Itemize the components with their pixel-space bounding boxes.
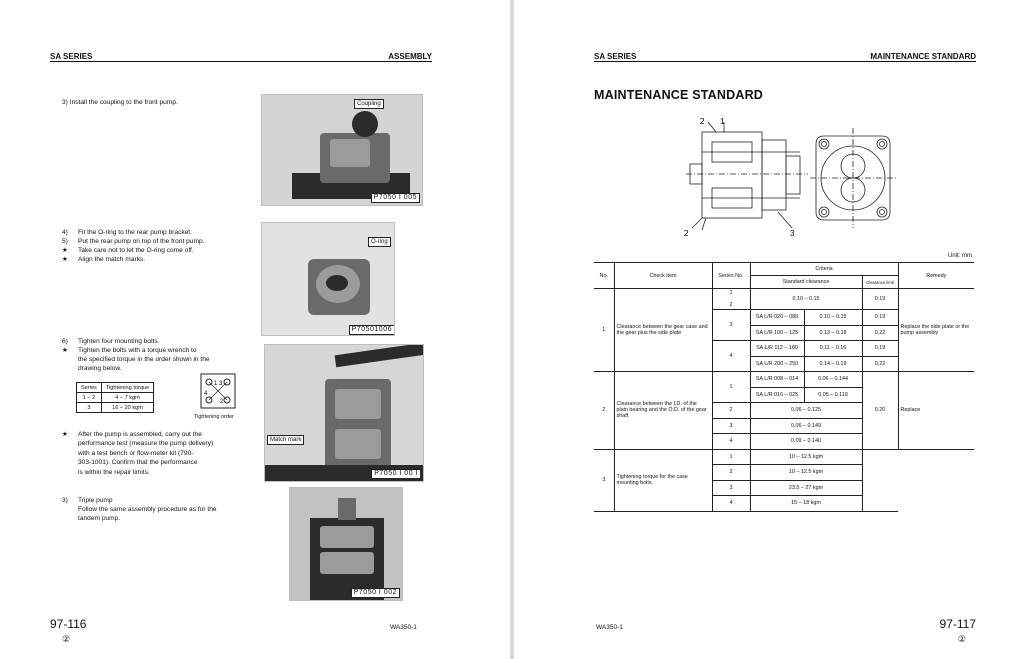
table-header: Series <box>77 383 102 393</box>
order-num: 1 <box>214 381 218 387</box>
fig-label: 3 <box>790 229 795 238</box>
tightening-order-caption: Tightening order <box>194 414 234 420</box>
revision-mark: ② <box>957 634 966 644</box>
remedy: Replace the side plate or the pump assembly <box>898 289 974 372</box>
table-cell: 16 – 20 kgm <box>101 403 153 413</box>
clearance-limit <box>862 449 898 511</box>
section-label: MAINTENANCE STANDARD <box>870 52 976 61</box>
left-page <box>0 0 510 659</box>
page-number: 97-116 <box>50 617 87 631</box>
table-cell: 3 <box>77 403 102 413</box>
item-no: 1 <box>594 289 614 372</box>
item-no: 2 <box>594 372 614 450</box>
section-label: ASSEMBLY <box>388 52 432 61</box>
check-item: Clearance between the gear case and the gear plus the side plate <box>614 289 712 372</box>
std-torque: 10 – 12.5 kgm <box>750 449 862 465</box>
series-range: SA L/R 200 – 250 <box>750 356 804 372</box>
page-title: MAINTENANCE STANDARD <box>594 88 764 102</box>
item-no: 3 <box>594 449 614 511</box>
maintenance-standard-table <box>594 262 974 512</box>
check-item: Tightening torque for the case mounting bolts. <box>614 449 712 511</box>
note-performance-test: ★ After the pump is assembled, carry out the performance test (measure the pump delivery) with a test bench or flow-meter kit (790- 303-1001). Confirm that the performance is within the repair limits. <box>62 431 214 476</box>
col-series: Series No. <box>712 263 750 289</box>
series-no: 3 <box>712 480 750 496</box>
std-clearance: 0.11 – 0.16 <box>804 341 862 357</box>
std-clearance: 0.06 – 0.149 <box>750 418 862 434</box>
col-remedy: Remedy <box>898 263 974 289</box>
coupling-label: Coupling <box>354 99 384 109</box>
table-cell: 1 – 2 <box>77 393 102 403</box>
pump-side-view-drawing <box>680 116 830 240</box>
series-label: SA SERIES <box>594 52 637 61</box>
right-page <box>514 0 1024 659</box>
unit-label: Unit: mm <box>948 253 972 259</box>
photo-coupling <box>261 94 423 206</box>
clearance-limit: 0.19 <box>862 341 898 357</box>
std-clearance: 0.10 – 0.15 <box>804 310 862 326</box>
series-range: SA L/R 020 – 080 <box>750 310 804 326</box>
photo-number: P70501006 <box>349 325 395 335</box>
series-range: SA L/R 100 – 125 <box>750 325 804 341</box>
remedy: Replace <box>898 372 974 450</box>
tightening-torque-table <box>76 382 154 413</box>
series-label: SA SERIES <box>50 52 93 61</box>
photo-triple-pump <box>289 487 403 601</box>
revision-mark: ② <box>62 634 71 644</box>
series-range: SA L/R 112 – 180 <box>750 341 804 357</box>
series-no: 3 <box>712 418 750 434</box>
steps-rear-pump: 4) Fit the O-ring to the rear pump bracket. 5) Put the rear pump on top of the front pump. ★ Take care not to let the O-ring come off. ★ Align the match marks. <box>62 229 205 263</box>
fig-label: 2 <box>700 117 705 126</box>
right-header <box>594 52 976 62</box>
series-range: SA L/R 016 – 025 <box>750 387 804 403</box>
photo-match-mark <box>264 344 424 482</box>
series-no: 4 <box>712 341 750 372</box>
std-torque: 15 – 18 kgm <box>750 496 862 512</box>
series-no: 2 <box>712 403 750 419</box>
table-cell: 4 – 7 kgm <box>101 393 153 403</box>
std-torque: 10 – 12.5 kgm <box>750 465 862 481</box>
fig-label: 1 <box>720 117 725 126</box>
fig-label: 2 <box>684 229 689 238</box>
std-clearance: 0.09 – 0.140 <box>750 434 862 450</box>
photo-number: P7050 I 00 I <box>371 469 421 479</box>
col-check-item: Check item <box>614 263 712 289</box>
photo-number: P7050 I 005 <box>371 193 420 203</box>
clearance-limit: 0.22 <box>862 356 898 372</box>
model-number: WA350-1 <box>390 624 417 631</box>
std-clearance: 0.06 – 0.144 <box>804 372 862 388</box>
std-clearance: 0.14 – 0.19 <box>804 356 862 372</box>
clearance-limit: 0.19 <box>862 289 898 310</box>
std-clearance: 0.05 – 0.119 <box>804 387 862 403</box>
step-install-coupling: 3) Install the coupling to the front pump. <box>62 99 178 106</box>
series-range: SA L/R 008 – 014 <box>750 372 804 388</box>
remedy <box>898 449 974 511</box>
page-number: 97-117 <box>939 617 976 631</box>
clearance-limit: 0.22 <box>862 325 898 341</box>
order-num: 2 <box>220 399 224 405</box>
col-clearance-limit: Clearance limit <box>862 276 898 289</box>
left-header <box>50 52 432 62</box>
series-no: 4 <box>712 496 750 512</box>
photo-number: P7050 I 002 <box>351 588 400 598</box>
series-no: 1 2 <box>712 289 750 310</box>
clearance-limit: 0.19 <box>862 310 898 326</box>
model-number: WA350-1 <box>596 624 623 631</box>
order-num: 3 <box>219 381 223 387</box>
tightening-order-diagram <box>200 373 236 409</box>
std-clearance: 0.06 – 0.125 <box>750 403 862 419</box>
series-no: 1 <box>712 372 750 403</box>
match-mark-label: Match mark <box>267 435 304 445</box>
step-triple-pump: 3) Triple pump Follow the same assembly procedure as for the tandem pump. <box>62 497 217 522</box>
series-no: 1 <box>712 449 750 465</box>
order-num: 4 <box>204 391 208 397</box>
std-torque: 23.5 – 27 kgm <box>750 480 862 496</box>
col-no: No. <box>594 263 614 289</box>
clearance-limit: 0.20 <box>862 372 898 450</box>
pump-front-view-drawing <box>810 126 896 230</box>
col-standard-clearance: Standard clearance <box>750 276 862 289</box>
std-clearance: 0.13 – 0.18 <box>804 325 862 341</box>
o-ring-label: O-ring <box>368 237 391 247</box>
check-item: Clearance between the I.D. of the plain bearing and the O.D. of the gear shaft <box>614 372 712 450</box>
series-no: 3 <box>712 310 750 341</box>
series-no: 2 <box>712 465 750 481</box>
std-clearance: 0.10 – 0.15 <box>750 289 862 310</box>
series-no: 4 <box>712 434 750 450</box>
table-header: Tightening torque <box>101 383 153 393</box>
photo-o-ring <box>261 222 395 336</box>
col-criteria: Criteria <box>750 263 898 276</box>
step-tighten-bolts: 6) Tighten four mounting bolts. ★ Tighten the bolts with a torque wrench to the specified torque in the order shown in the drawing below. <box>62 338 210 372</box>
